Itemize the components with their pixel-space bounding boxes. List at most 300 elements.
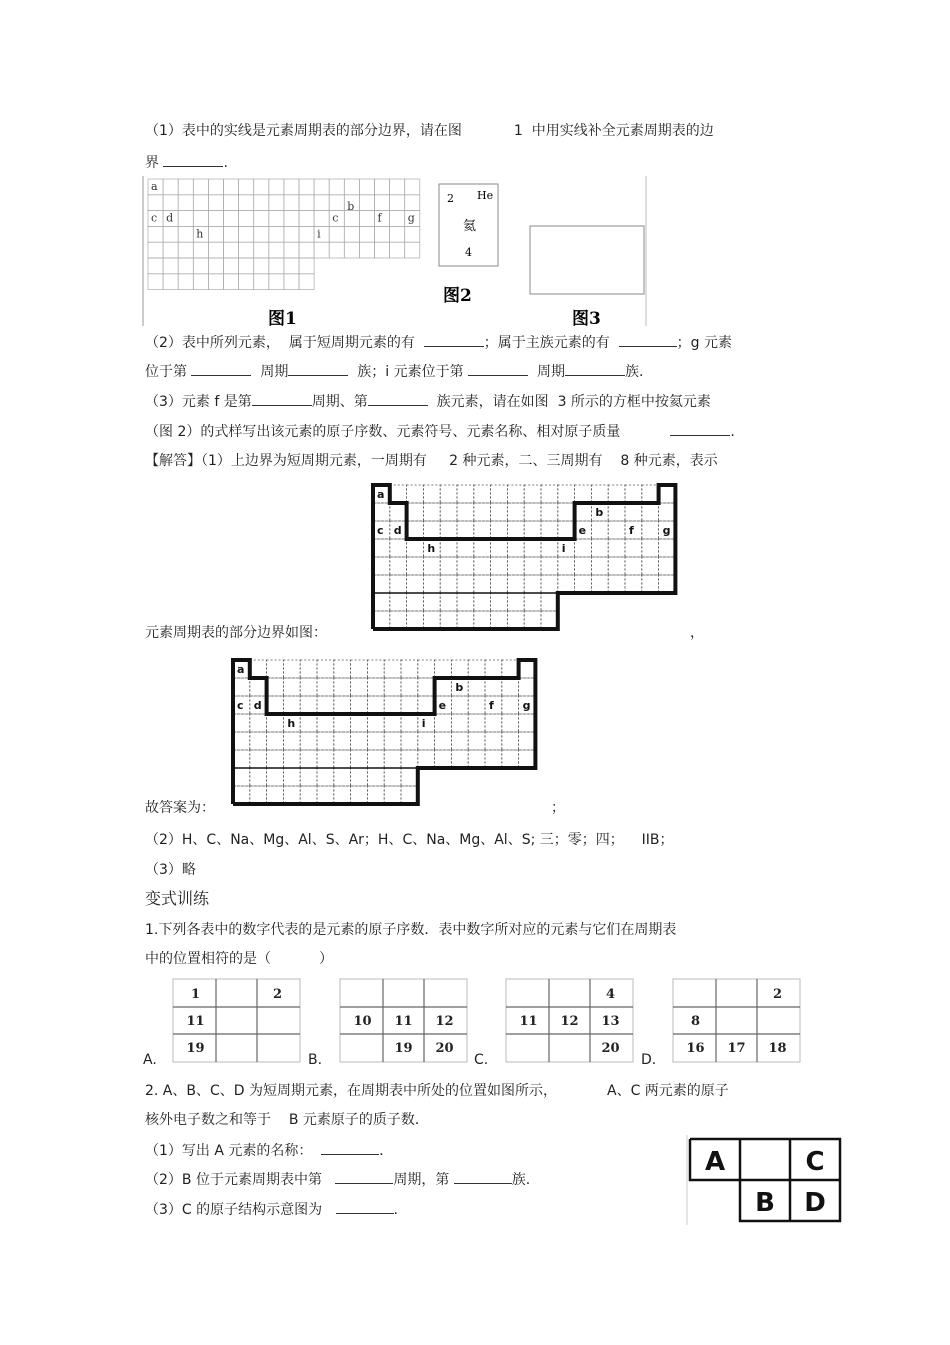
grid-cell [457, 485, 474, 503]
grid-cell [148, 242, 163, 258]
grid-cell [239, 226, 254, 242]
option-tables [140, 975, 810, 1070]
grid-cell [468, 660, 485, 678]
grid-cell [474, 575, 491, 593]
atomic-number: 2 [272, 987, 283, 1002]
option-letter: A. [143, 1052, 157, 1068]
grid-cell [541, 539, 558, 557]
grid-cell [491, 485, 508, 503]
grid-cell [541, 575, 558, 593]
grid-cell [507, 575, 524, 593]
grid-cell [250, 660, 267, 678]
atomic-number: 19 [394, 1041, 413, 1056]
grid-cell [405, 195, 420, 211]
grid-cell [375, 242, 390, 258]
grid-cell [440, 593, 457, 611]
option-letter: D. [641, 1052, 657, 1068]
grid-cell [351, 786, 368, 804]
grid-cell [334, 660, 351, 678]
grid-cell [390, 242, 405, 258]
grid-cell [283, 786, 300, 804]
grid-cell [375, 179, 390, 195]
grid-cell [541, 593, 558, 611]
grid-cell [224, 258, 239, 274]
grid-cell [524, 485, 541, 503]
grid-cell [178, 195, 193, 211]
grid-cell [502, 750, 519, 768]
grid-cell [435, 732, 452, 750]
grid-cell [250, 678, 267, 696]
grid-cell [148, 226, 163, 242]
grid-cell [300, 696, 317, 714]
grid-cell [541, 503, 558, 521]
grid-cell [457, 521, 474, 539]
grid-cell [384, 786, 401, 804]
grid-cell [300, 786, 317, 804]
grid-cell [384, 714, 401, 732]
grid-cell [474, 521, 491, 539]
grid-cell [468, 732, 485, 750]
grid-cell [233, 768, 250, 786]
grid-cell [329, 195, 344, 211]
grid-cell [267, 696, 284, 714]
grid-cell [224, 274, 239, 290]
grid-cell [267, 732, 284, 750]
grid-cell [254, 274, 269, 290]
solution-answer3: （3）略 [145, 862, 196, 878]
answer-blank[interactable] [163, 152, 223, 167]
grid-cell [367, 768, 384, 786]
solution-answer2: （2）H、C、Na、Mg、Al、S、Ar；H、C、Na、Mg、Al、S; 三；零；四； IIB； [145, 832, 674, 848]
fig2-mass: 4 [465, 246, 472, 259]
grid-cell [334, 750, 351, 768]
grid-cell [367, 732, 384, 750]
grid-cell [344, 226, 359, 242]
grid-cell [283, 750, 300, 768]
grid-cell [502, 732, 519, 750]
grid-cell [239, 274, 254, 290]
grid-cell [401, 696, 418, 714]
grid-cell [283, 660, 300, 678]
grid-cell [250, 768, 267, 786]
grid-cell [491, 593, 508, 611]
grid-cell [401, 768, 418, 786]
fig2-symbol: He [477, 189, 494, 202]
grid-cell [254, 179, 269, 195]
element-label-h: h [196, 227, 204, 241]
answer-blank[interactable] [335, 1169, 393, 1184]
grid-cell [299, 258, 314, 274]
atomic-number: 2 [772, 987, 783, 1002]
grid-cell [491, 521, 508, 539]
grid-cell [299, 242, 314, 258]
grid-cell [267, 768, 284, 786]
grid-cell [284, 179, 299, 195]
grid-cell [507, 539, 524, 557]
grid-cell [390, 179, 405, 195]
grid-cell [625, 539, 642, 557]
grid-cell [233, 732, 250, 750]
grid-cell [625, 575, 642, 593]
element-label-b: b [455, 681, 464, 694]
grid-cell [239, 258, 254, 274]
grid-cell [178, 179, 193, 195]
grid-cell [254, 258, 269, 274]
grid-cell [163, 258, 178, 274]
q3-line1: （3）元素 f 是第 周期、第 族元素，请在如图 3 所示的方框中按氦元素 [145, 391, 711, 412]
grid-letter-A: A [704, 1147, 726, 1177]
practice-q2-sub1: （1）写出 A 元素的名称： ． [145, 1140, 393, 1161]
answer-blank[interactable] [619, 332, 677, 347]
grid-cell [485, 714, 502, 732]
answer-blank[interactable] [288, 361, 348, 376]
grid-cell [575, 539, 592, 557]
grid-cell [208, 242, 223, 258]
element-label-f: f [629, 524, 634, 537]
grid-cell [317, 696, 334, 714]
grid-cell [591, 575, 608, 593]
grid-cell [351, 678, 368, 696]
grid-cell [344, 211, 359, 227]
grid-cell [299, 211, 314, 227]
grid-cell [359, 179, 374, 195]
grid-cell [524, 521, 541, 539]
grid-cell [485, 678, 502, 696]
grid-cell [329, 226, 344, 242]
grid-cell [575, 575, 592, 593]
practice-q2-sub3: （3）C 的原子结构示意图为 . [145, 1199, 398, 1220]
answer-blank[interactable] [670, 421, 730, 436]
grid-cell [524, 575, 541, 593]
answer-blank[interactable] [336, 1199, 394, 1214]
grid-cell [178, 242, 193, 258]
element-label-d: d [393, 524, 402, 537]
solution-line2: 元素周期表的部分边界如图： [145, 625, 327, 641]
grid-cell [642, 539, 659, 557]
grid-cell [269, 242, 284, 258]
grid-cell [608, 557, 625, 575]
grid-cell [390, 485, 407, 503]
grid-cell [250, 732, 267, 750]
grid-cell [373, 575, 390, 593]
grid-cell [435, 678, 452, 696]
grid-cell [491, 557, 508, 575]
grid-cell [367, 696, 384, 714]
grid-cell [359, 195, 374, 211]
grid-cell [344, 179, 359, 195]
grid-cell [300, 732, 317, 750]
grid-cell [401, 660, 418, 678]
grid-cell [659, 485, 676, 503]
grid-cell [351, 660, 368, 678]
grid-cell [491, 503, 508, 521]
grid-cell [519, 732, 536, 750]
grid-cell [524, 593, 541, 611]
grid-cell [375, 195, 390, 211]
grid-cell [524, 539, 541, 557]
grid-cell [163, 195, 178, 211]
grid-cell [451, 660, 468, 678]
grid-cell [329, 179, 344, 195]
atomic-number: 11 [186, 1014, 205, 1029]
grid-cell [407, 539, 424, 557]
grid-cell [519, 750, 536, 768]
grid-cell [457, 593, 474, 611]
grid-cell [407, 611, 424, 629]
element-label-f: f [377, 211, 382, 225]
grid-cell [367, 678, 384, 696]
answer-blank[interactable] [424, 332, 484, 347]
grid-cell [254, 242, 269, 258]
grid-cell [384, 660, 401, 678]
grid-cell [373, 557, 390, 575]
solution-line1: 【解答】（1）上边界为短周期元素，一周期有 2 种元素，二、三周期有 8 种元素，表示 [145, 453, 718, 469]
grid-cell [373, 539, 390, 557]
grid-cell [407, 575, 424, 593]
answer-table-1 [369, 481, 689, 641]
grid-cell [284, 226, 299, 242]
grid-cell [440, 557, 457, 575]
grid-cell [208, 274, 223, 290]
grid-cell [407, 593, 424, 611]
grid-cell [491, 539, 508, 557]
grid-cell [314, 211, 329, 227]
grid-cell [507, 521, 524, 539]
grid-cell [468, 696, 485, 714]
grid-cell [468, 714, 485, 732]
grid-cell [317, 750, 334, 768]
grid-cell [208, 258, 223, 274]
element-label-h: h [287, 717, 296, 730]
grid-cell [659, 557, 676, 575]
element-label-c: c [237, 699, 244, 712]
grid-cell [502, 714, 519, 732]
fig2-caption: 图2 [443, 286, 472, 306]
answer-blank[interactable] [191, 361, 251, 376]
option-2 [474, 979, 633, 1068]
grid-cell [351, 768, 368, 786]
grid-cell [468, 750, 485, 768]
grid-cell [401, 714, 418, 732]
element-label-g: g [522, 699, 531, 712]
grid-cell [474, 485, 491, 503]
grid-cell [405, 226, 420, 242]
grid-cell [608, 575, 625, 593]
q2-line2: 位于第 周期 族；i 元素位于第 周期 族. [145, 361, 643, 382]
grid-cell [254, 226, 269, 242]
element-label-f: f [489, 699, 494, 712]
grid-cell [390, 503, 407, 521]
grid-cell [178, 258, 193, 274]
grid-cell [269, 179, 284, 195]
grid-cell [575, 503, 592, 521]
element-label-c: c [151, 211, 158, 225]
element-label-i: i [561, 542, 566, 555]
element-label-e: e [578, 524, 587, 537]
grid-cell [642, 521, 659, 539]
fig3-caption: 图3 [572, 309, 601, 329]
grid-cell [267, 678, 284, 696]
fig2-name: 氦 [463, 219, 477, 234]
grid-cell [224, 226, 239, 242]
atomic-number: 18 [768, 1041, 787, 1056]
grid-cell [519, 678, 536, 696]
atomic-number: 1 [190, 987, 201, 1002]
grid-cell [390, 195, 405, 211]
grid-cell [329, 242, 344, 258]
grid-cell [163, 242, 178, 258]
grid-cell [407, 503, 424, 521]
practice-q2-line2: 核外电子数之和等于 B 元素原子的质子数． [145, 1112, 429, 1128]
grid-cell [524, 611, 541, 629]
grid-cell [474, 557, 491, 575]
grid-cell [451, 714, 468, 732]
grid-cell [384, 768, 401, 786]
answer-blank[interactable] [468, 361, 528, 376]
grid-cell [314, 179, 329, 195]
atomic-number: 20 [435, 1041, 454, 1056]
grid-cell [300, 750, 317, 768]
grid-cell [233, 786, 250, 804]
grid-cell [418, 696, 435, 714]
grid-cell [299, 226, 314, 242]
grid-cell [299, 274, 314, 290]
grid-cell [440, 521, 457, 539]
grid-cell [423, 521, 440, 539]
element-label-g: g [662, 524, 671, 537]
atomic-number: 19 [186, 1041, 205, 1056]
grid-cell [440, 503, 457, 521]
grid-cell [284, 274, 299, 290]
grid-cell [317, 714, 334, 732]
grid-cell [418, 714, 435, 732]
grid-cell [239, 195, 254, 211]
grid-cell [457, 611, 474, 629]
answer-blank[interactable] [252, 391, 312, 406]
grid-cell [625, 503, 642, 521]
grid-cell [239, 242, 254, 258]
figure-row [140, 176, 650, 336]
grid-cell [373, 593, 390, 611]
grid-cell [344, 242, 359, 258]
grid-cell [269, 211, 284, 227]
grid-cell [451, 696, 468, 714]
element-label-e: c [332, 211, 339, 225]
grid-cell [334, 696, 351, 714]
grid-cell [541, 611, 558, 629]
grid-cell [317, 678, 334, 696]
grid-cell [351, 732, 368, 750]
grid-cell [208, 179, 223, 195]
grid-cell [384, 696, 401, 714]
grid-cell [317, 660, 334, 678]
grid-cell [254, 211, 269, 227]
fig2-number: 2 [447, 192, 454, 205]
atomic-number: 13 [601, 1014, 620, 1029]
grid-cell [250, 750, 267, 768]
grid-cell [224, 179, 239, 195]
grid-cell [474, 611, 491, 629]
grid-cell [178, 211, 193, 227]
grid-cell [269, 226, 284, 242]
grid-cell [407, 485, 424, 503]
grid-cell [485, 660, 502, 678]
grid-cell [269, 195, 284, 211]
grid-cell [233, 678, 250, 696]
grid-cell [625, 557, 642, 575]
grid-cell [474, 503, 491, 521]
grid-cell [359, 242, 374, 258]
grid-cell [524, 557, 541, 575]
grid-cell [423, 593, 440, 611]
grid-cell [502, 696, 519, 714]
grid-cell [558, 503, 575, 521]
option-0 [143, 979, 300, 1068]
grid-cell [440, 611, 457, 629]
grid-cell [435, 714, 452, 732]
answer-blank[interactable] [321, 1140, 379, 1155]
grid-cell [468, 678, 485, 696]
grid-cell [208, 195, 223, 211]
grid-cell [178, 226, 193, 242]
answer-blank[interactable] [368, 391, 428, 406]
answer-blank[interactable] [565, 361, 625, 376]
grid-cell [485, 750, 502, 768]
grid-cell [507, 503, 524, 521]
grid-cell [474, 539, 491, 557]
grid-cell [269, 258, 284, 274]
grid-cell [178, 274, 193, 290]
atomic-number: 11 [519, 1014, 538, 1029]
grid-cell [390, 575, 407, 593]
grid-cell [267, 786, 284, 804]
grid-cell [193, 195, 208, 211]
grid-cell [334, 714, 351, 732]
grid-cell [283, 696, 300, 714]
grid-cell [148, 274, 163, 290]
grid-cell [300, 714, 317, 732]
grid-cell [457, 539, 474, 557]
grid-cell [541, 485, 558, 503]
grid-cell [299, 179, 314, 195]
grid-cell [642, 503, 659, 521]
practice-heading: 变式训练 [145, 889, 210, 908]
grid-cell [375, 226, 390, 242]
grid-cell [625, 485, 642, 503]
grid-cell [224, 242, 239, 258]
grid-cell [524, 503, 541, 521]
grid-cell [502, 678, 519, 696]
grid-cell [208, 226, 223, 242]
grid-letter-C: C [805, 1147, 825, 1177]
grid-cell [390, 611, 407, 629]
grid-cell [558, 521, 575, 539]
grid-cell [591, 539, 608, 557]
grid-cell [334, 678, 351, 696]
grid-cell [384, 678, 401, 696]
grid-cell [642, 575, 659, 593]
grid-letter-D: D [804, 1188, 826, 1218]
grid-cell [440, 539, 457, 557]
atomic-number: 17 [727, 1041, 746, 1056]
grid-cell [224, 211, 239, 227]
grid-cell [373, 503, 390, 521]
element-label-i: i [421, 717, 426, 730]
grid-cell [317, 786, 334, 804]
grid-cell [334, 732, 351, 750]
answer-blank[interactable] [454, 1169, 512, 1184]
atomic-number: 11 [394, 1014, 413, 1029]
